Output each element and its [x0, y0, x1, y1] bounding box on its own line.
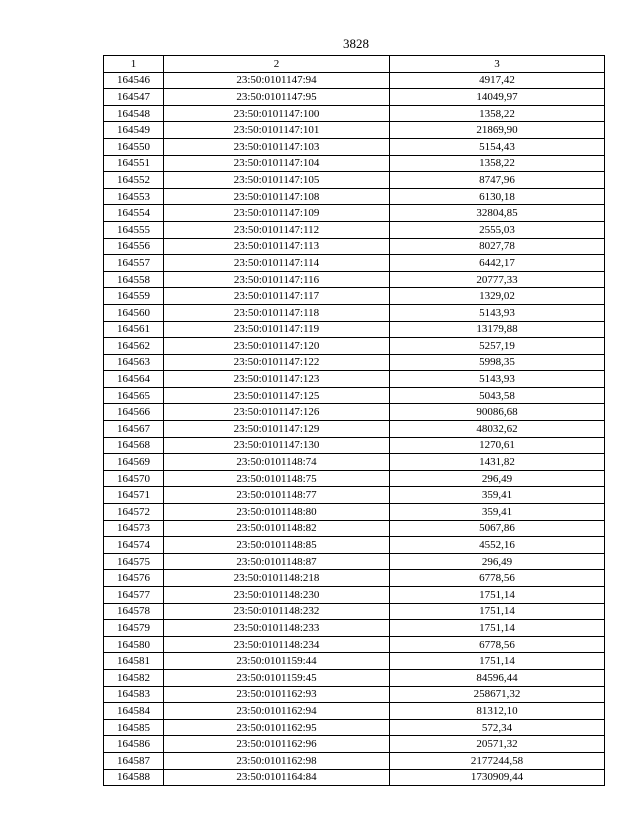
row-number-cell: 164578: [104, 603, 164, 620]
row-number-cell: 164579: [104, 620, 164, 637]
row-number-cell: 164562: [104, 338, 164, 355]
table-row: [104, 371, 605, 388]
row-number-cell: 164546: [104, 72, 164, 89]
value-cell: 1751,14: [390, 653, 605, 670]
cadastral-number-cell: 23:50:0101147:116: [164, 271, 390, 288]
table-row: [104, 421, 605, 438]
table-row: [104, 470, 605, 487]
table-row: [104, 752, 605, 769]
row-number-cell: 164565: [104, 387, 164, 404]
table-row: [104, 172, 605, 189]
value-cell: 296,49: [390, 470, 605, 487]
cadastral-number-cell: 23:50:0101148:85: [164, 537, 390, 554]
row-number-cell: 164574: [104, 537, 164, 554]
value-cell: 84596,44: [390, 669, 605, 686]
row-number-cell: 164583: [104, 686, 164, 703]
value-cell: 4552,16: [390, 537, 605, 554]
row-number-cell: 164557: [104, 255, 164, 272]
value-cell: 13179,88: [390, 321, 605, 338]
row-number-cell: 164564: [104, 371, 164, 388]
cadastral-number-cell: 23:50:0101148:77: [164, 487, 390, 504]
value-cell: 5998,35: [390, 354, 605, 371]
value-cell: 90086,68: [390, 404, 605, 421]
value-cell: 6130,18: [390, 188, 605, 205]
table-row: [104, 669, 605, 686]
table-row: [104, 686, 605, 703]
table-row: [104, 221, 605, 238]
column-header-2: 2: [164, 56, 390, 73]
cadastral-number-cell: 23:50:0101147:122: [164, 354, 390, 371]
table-body: [104, 72, 605, 786]
table-row: [104, 437, 605, 454]
cadastral-number-cell: 23:50:0101148:74: [164, 454, 390, 471]
table-row: [104, 387, 605, 404]
row-number-cell: 164561: [104, 321, 164, 338]
value-cell: 6778,56: [390, 636, 605, 653]
row-number-cell: 164551: [104, 155, 164, 172]
table-row: [104, 321, 605, 338]
cadastral-number-cell: 23:50:0101147:130: [164, 437, 390, 454]
table-row: [104, 89, 605, 106]
cadastral-number-cell: 23:50:0101147:125: [164, 387, 390, 404]
table-row: [104, 255, 605, 272]
value-cell: 1358,22: [390, 155, 605, 172]
value-cell: 6442,17: [390, 255, 605, 272]
value-cell: 8747,96: [390, 172, 605, 189]
table-row: [104, 155, 605, 172]
value-cell: 1329,02: [390, 288, 605, 305]
value-cell: 1270,61: [390, 437, 605, 454]
header-row: [104, 56, 605, 73]
cadastral-number-cell: 23:50:0101147:114: [164, 255, 390, 272]
cadastral-number-cell: 23:50:0101147:129: [164, 421, 390, 438]
cadastral-number-cell: 23:50:0101164:84: [164, 769, 390, 786]
value-cell: 21869,90: [390, 122, 605, 139]
row-number-cell: 164585: [104, 719, 164, 736]
row-number-cell: 164563: [104, 354, 164, 371]
cadastral-number-cell: 23:50:0101162:95: [164, 719, 390, 736]
cadastral-number-cell: 23:50:0101147:105: [164, 172, 390, 189]
value-cell: 5257,19: [390, 338, 605, 355]
page-number: 3828: [343, 36, 369, 51]
row-number-cell: 164554: [104, 205, 164, 222]
value-cell: 5143,93: [390, 371, 605, 388]
value-cell: 6778,56: [390, 570, 605, 587]
table-row: [104, 487, 605, 504]
table-row: [104, 105, 605, 122]
table-row: [104, 338, 605, 355]
cadastral-number-cell: 23:50:0101162:96: [164, 736, 390, 753]
table-row: [104, 587, 605, 604]
value-cell: 5154,43: [390, 138, 605, 155]
value-cell: 1730909,44: [390, 769, 605, 786]
cadastral-number-cell: 23:50:0101148:75: [164, 470, 390, 487]
table-header: [104, 56, 605, 73]
value-cell: 1431,82: [390, 454, 605, 471]
table-row: [104, 404, 605, 421]
table-row: [104, 504, 605, 521]
table-row: [104, 703, 605, 720]
value-cell: 1751,14: [390, 620, 605, 637]
row-number-cell: 164549: [104, 122, 164, 139]
cadastral-number-cell: 23:50:0101148:87: [164, 553, 390, 570]
value-cell: 20571,32: [390, 736, 605, 753]
table-row: [104, 719, 605, 736]
table-row: [104, 454, 605, 471]
cadastral-number-cell: 23:50:0101148:230: [164, 587, 390, 604]
value-cell: 4917,42: [390, 72, 605, 89]
cadastral-number-cell: 23:50:0101147:119: [164, 321, 390, 338]
cadastral-number-cell: 23:50:0101148:233: [164, 620, 390, 637]
table-row: [104, 238, 605, 255]
cadastral-number-cell: 23:50:0101159:45: [164, 669, 390, 686]
column-header-1: 1: [104, 56, 164, 73]
row-number-cell: 164567: [104, 421, 164, 438]
row-number-cell: 164555: [104, 221, 164, 238]
row-number-cell: 164575: [104, 553, 164, 570]
value-cell: 1358,22: [390, 105, 605, 122]
cadastral-number-cell: 23:50:0101162:98: [164, 752, 390, 769]
cadastral-number-cell: 23:50:0101147:103: [164, 138, 390, 155]
cadastral-number-cell: 23:50:0101147:126: [164, 404, 390, 421]
value-cell: 14049,97: [390, 89, 605, 106]
table-row: [104, 122, 605, 139]
cadastral-number-cell: 23:50:0101148:218: [164, 570, 390, 587]
cadastral-number-cell: 23:50:0101148:232: [164, 603, 390, 620]
value-cell: 359,41: [390, 487, 605, 504]
table-row: [104, 769, 605, 786]
row-number-cell: 164582: [104, 669, 164, 686]
row-number-cell: 164559: [104, 288, 164, 305]
row-number-cell: 164552: [104, 172, 164, 189]
cadastral-number-cell: 23:50:0101148:234: [164, 636, 390, 653]
cadastral-number-cell: 23:50:0101162:94: [164, 703, 390, 720]
cadastral-number-cell: 23:50:0101162:93: [164, 686, 390, 703]
row-number-cell: 164560: [104, 304, 164, 321]
cadastral-number-cell: 23:50:0101147:113: [164, 238, 390, 255]
value-cell: 1751,14: [390, 587, 605, 604]
cadastral-number-cell: 23:50:0101147:100: [164, 105, 390, 122]
row-number-cell: 164558: [104, 271, 164, 288]
table-row: [104, 271, 605, 288]
row-number-cell: 164581: [104, 653, 164, 670]
value-cell: 5143,93: [390, 304, 605, 321]
cadastral-number-cell: 23:50:0101147:112: [164, 221, 390, 238]
value-cell: 572,34: [390, 719, 605, 736]
table-row: [104, 138, 605, 155]
table-row: [104, 288, 605, 305]
table-row: [104, 620, 605, 637]
column-header-3: 3: [390, 56, 605, 73]
table-row: [104, 603, 605, 620]
table-row: [104, 537, 605, 554]
value-cell: 8027,78: [390, 238, 605, 255]
cadastral-number-cell: 23:50:0101148:82: [164, 520, 390, 537]
cadastral-number-cell: 23:50:0101159:44: [164, 653, 390, 670]
row-number-cell: 164550: [104, 138, 164, 155]
value-cell: 2177244,58: [390, 752, 605, 769]
row-number-cell: 164576: [104, 570, 164, 587]
row-number-cell: 164569: [104, 454, 164, 471]
cadastral-number-cell: 23:50:0101147:123: [164, 371, 390, 388]
row-number-cell: 164566: [104, 404, 164, 421]
table-row: [104, 188, 605, 205]
row-number-cell: 164556: [104, 238, 164, 255]
row-number-cell: 164553: [104, 188, 164, 205]
row-number-cell: 164580: [104, 636, 164, 653]
table-row: [104, 520, 605, 537]
table-row: [104, 304, 605, 321]
cadastral-number-cell: 23:50:0101147:118: [164, 304, 390, 321]
cadastral-number-cell: 23:50:0101147:117: [164, 288, 390, 305]
row-number-cell: 164547: [104, 89, 164, 106]
value-cell: 32804,85: [390, 205, 605, 222]
cadastral-number-cell: 23:50:0101147:104: [164, 155, 390, 172]
cadastral-number-cell: 23:50:0101148:80: [164, 504, 390, 521]
row-number-cell: 164571: [104, 487, 164, 504]
table-row: [104, 570, 605, 587]
value-cell: 296,49: [390, 553, 605, 570]
row-number-cell: 164584: [104, 703, 164, 720]
value-cell: 81312,10: [390, 703, 605, 720]
table-row: [104, 636, 605, 653]
value-cell: 2555,03: [390, 221, 605, 238]
row-number-cell: 164586: [104, 736, 164, 753]
value-cell: 48032,62: [390, 421, 605, 438]
row-number-cell: 164572: [104, 504, 164, 521]
row-number-cell: 164570: [104, 470, 164, 487]
table-row: [104, 653, 605, 670]
table-row: [104, 205, 605, 222]
value-cell: 1751,14: [390, 603, 605, 620]
value-cell: 20777,33: [390, 271, 605, 288]
cadastral-number-cell: 23:50:0101147:120: [164, 338, 390, 355]
cadastral-number-cell: 23:50:0101147:94: [164, 72, 390, 89]
table-row: [104, 72, 605, 89]
value-cell: 258671,32: [390, 686, 605, 703]
table-row: [104, 736, 605, 753]
row-number-cell: 164577: [104, 587, 164, 604]
value-cell: 5043,58: [390, 387, 605, 404]
row-number-cell: 164573: [104, 520, 164, 537]
row-number-cell: 164588: [104, 769, 164, 786]
cadastral-number-cell: 23:50:0101147:95: [164, 89, 390, 106]
table-row: [104, 553, 605, 570]
table-row: [104, 354, 605, 371]
row-number-cell: 164587: [104, 752, 164, 769]
row-number-cell: 164568: [104, 437, 164, 454]
cadastral-number-cell: 23:50:0101147:101: [164, 122, 390, 139]
value-cell: 359,41: [390, 504, 605, 521]
value-cell: 5067,86: [390, 520, 605, 537]
row-number-cell: 164548: [104, 105, 164, 122]
cadastral-number-cell: 23:50:0101147:108: [164, 188, 390, 205]
cadastral-number-cell: 23:50:0101147:109: [164, 205, 390, 222]
registry-table: [103, 55, 605, 786]
